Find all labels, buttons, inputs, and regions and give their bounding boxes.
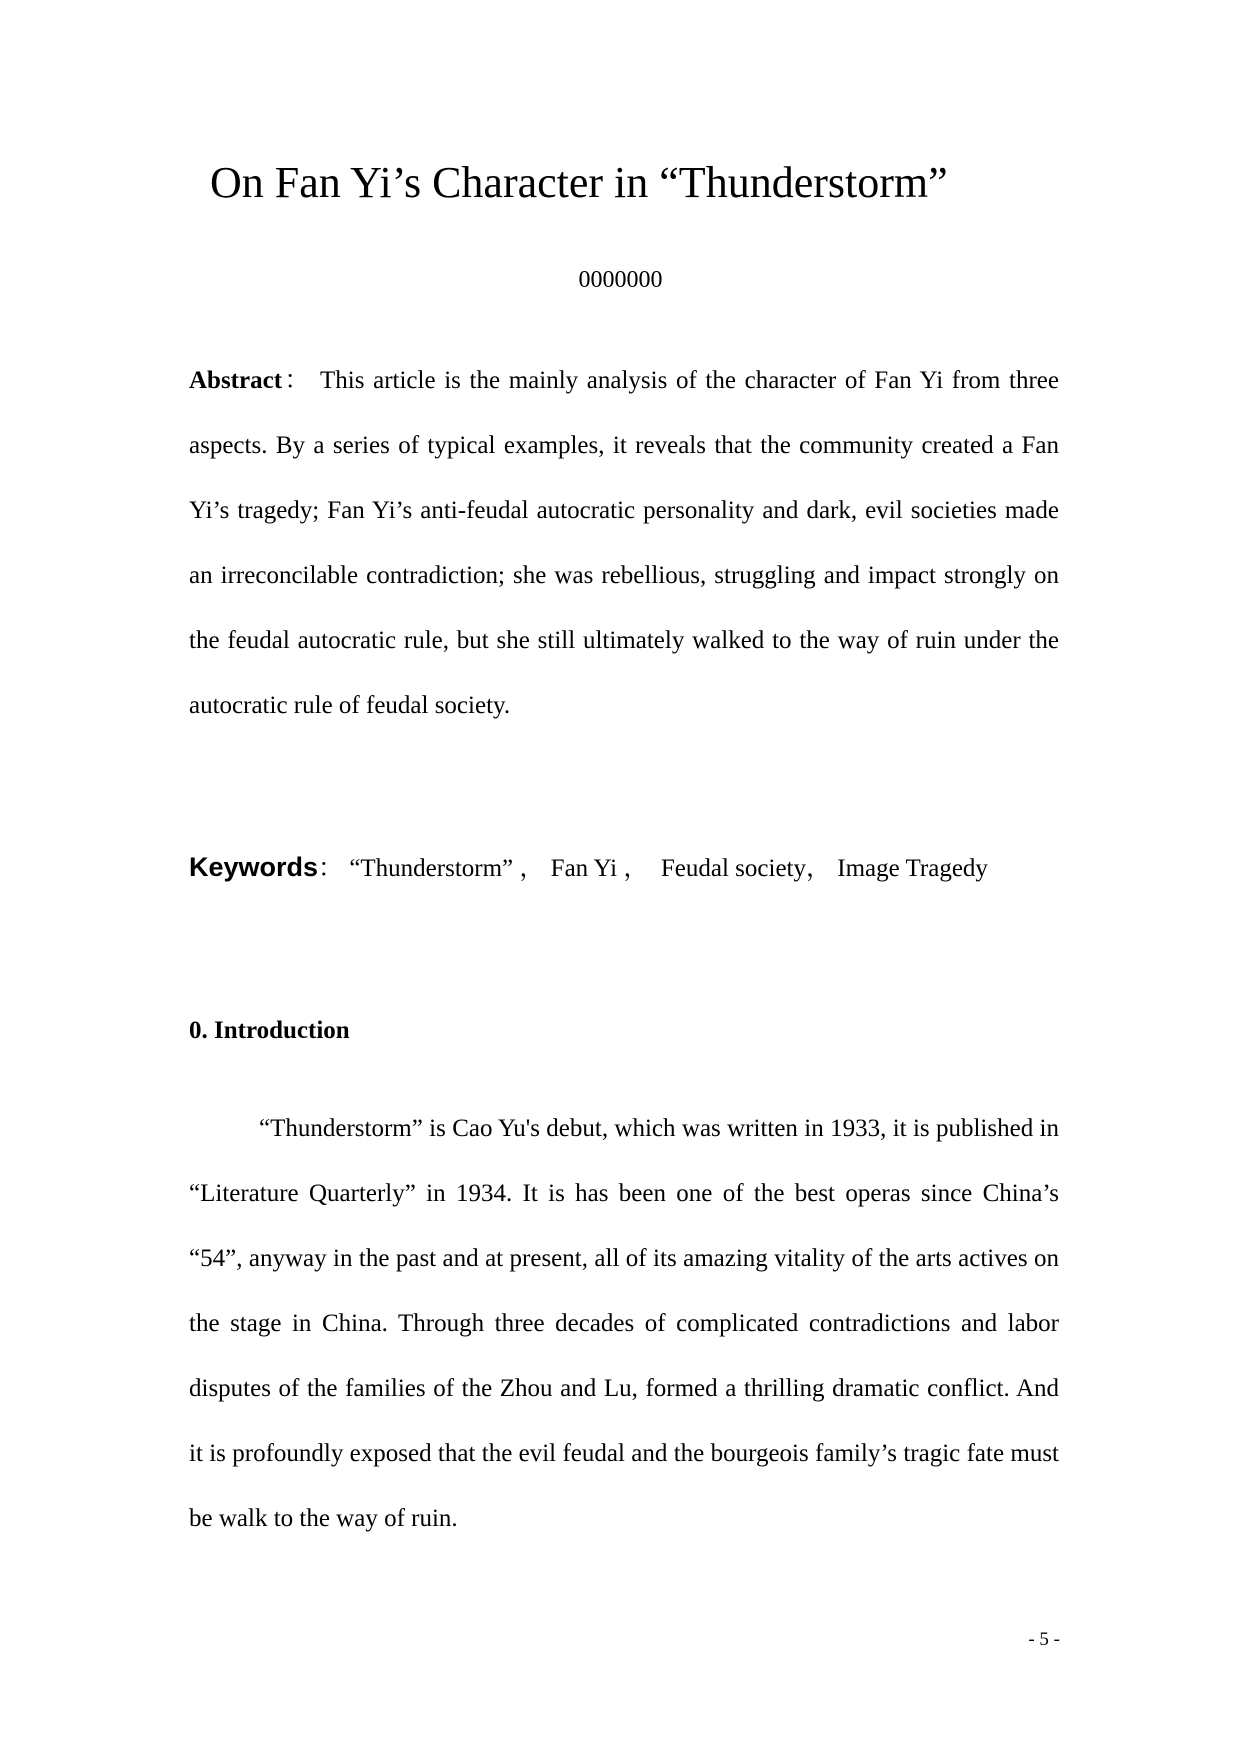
keyword-item: Feudal society <box>660 855 806 882</box>
page-title: On Fan Yi’s Character in “Thunderstorm” <box>210 158 948 207</box>
keyword-separator: ， <box>519 855 545 882</box>
page-number: - 5 - <box>1028 1629 1060 1650</box>
keyword-item: Fan Yi <box>550 855 618 882</box>
abstract-label: Abstract <box>189 367 283 394</box>
keyword-separator: ， <box>623 855 649 882</box>
keywords-label: Keywords <box>189 852 319 882</box>
keyword-item: Image Tragedy <box>837 855 988 882</box>
keywords-paragraph <box>189 835 1059 901</box>
abstract-paragraph <box>189 348 1059 738</box>
introduction-heading: 0. Introduction <box>189 1017 350 1044</box>
abstract-text: This article is the mainly analysis of the character of Fan Yi from three aspects. By a series of typical examples, it reveals that the community created a Fan Yi’s tragedy; Fan Yi’s anti-feudal autocratic personality and dark, evil societies made an irreconcilable contradiction; she was rebellious, struggling and impact strongly on the feudal autocratic rule, but she still ultimately walked to the way of ruin under the autocratic rule of feudal society. <box>189 367 1059 719</box>
abstract-separator: ： <box>282 367 312 394</box>
keyword-separator: ， <box>806 855 832 882</box>
introduction-paragraph: “Thunderstorm” is Cao Yu's debut, which was written in 1933, it is published in “Literature Quarterly” in 1934. It is has been one of the best operas since China’s “54”, anyway in the past and at present, all of its amazing vitality of the arts actives on the stage in China. Through three decades of complicated contradictions and labor disputes of the families of the Zhou and Lu, formed a thrilling dramatic conflict. And it is profoundly exposed that the evil feudal and the bourgeois family’s tragic fate must be walk to the way of ruin. <box>189 1115 1059 1532</box>
author-id <box>0 265 1241 295</box>
keyword-item: “Thunderstorm” <box>349 855 514 882</box>
author-id-text: 0000000 <box>578 267 663 293</box>
keywords-separator: ： <box>318 855 344 882</box>
